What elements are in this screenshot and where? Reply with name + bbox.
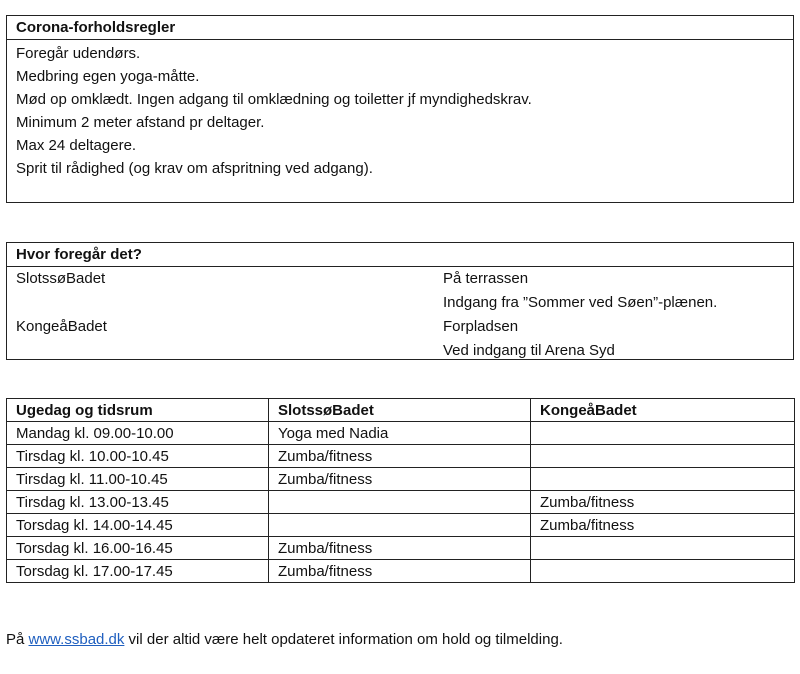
footer-note	[6, 631, 563, 648]
table-cell	[531, 445, 795, 468]
table-row	[7, 491, 795, 514]
table-row	[7, 560, 795, 583]
table-cell	[531, 468, 795, 491]
column-header: SlotssøBadet	[269, 399, 531, 422]
location-title: Hvor foregår det?	[7, 243, 793, 267]
table-row	[7, 468, 795, 491]
table-cell: Torsdag kl. 17.00-17.45	[7, 560, 269, 583]
table-cell: Tirsdag kl. 13.00-13.45	[7, 491, 269, 514]
table-cell: Zumba/fitness	[269, 445, 531, 468]
table-cell: Zumba/fitness	[269, 560, 531, 583]
table-cell: Zumba/fitness	[531, 491, 795, 514]
table-cell	[531, 537, 795, 560]
location-detail: På terrassen	[443, 270, 529, 287]
website-link[interactable]: www.ssbad.dk	[28, 631, 125, 648]
schedule-table	[6, 398, 795, 583]
table-row	[7, 445, 795, 468]
table-cell: Zumba/fitness	[269, 537, 531, 560]
location-row	[7, 315, 793, 339]
table-cell	[269, 491, 531, 514]
location-row	[7, 339, 793, 363]
table-cell	[269, 514, 531, 537]
corona-list	[7, 40, 793, 180]
table-cell: Yoga med Nadia	[269, 422, 531, 445]
table-cell	[531, 422, 795, 445]
corona-line: Mød op omklædt. Ingen adgang til omklædning og toiletter jf myndighedskrav.	[16, 91, 532, 108]
table-cell: Zumba/fitness	[531, 514, 795, 537]
location-row	[7, 291, 793, 315]
table-row	[7, 537, 795, 560]
corona-line: Foregår udendørs.	[16, 45, 141, 62]
footer-suffix: vil der altid være helt opdateret information om hold og tilmelding.	[124, 631, 563, 648]
table-cell: Zumba/fitness	[269, 468, 531, 491]
location-detail: Forpladsen	[443, 318, 519, 335]
corona-line: Minimum 2 meter afstand pr deltager.	[16, 114, 265, 131]
table-row	[7, 422, 795, 445]
corona-line: Max 24 deltagere.	[16, 137, 137, 154]
table-cell: Tirsdag kl. 11.00-10.45	[7, 468, 269, 491]
table-cell: Mandag kl. 09.00-10.00	[7, 422, 269, 445]
location-section	[6, 242, 794, 360]
location-place: KongeåBadet	[16, 318, 107, 335]
table-cell: Tirsdag kl. 10.00-10.45	[7, 445, 269, 468]
location-row	[7, 267, 793, 291]
table-cell: Torsdag kl. 14.00-14.45	[7, 514, 269, 537]
corona-title: Corona-forholdsregler	[7, 16, 793, 40]
corona-section	[6, 15, 794, 203]
table-cell	[531, 560, 795, 583]
column-header: KongeåBadet	[531, 399, 795, 422]
table-row	[7, 514, 795, 537]
column-header: Ugedag og tidsrum	[7, 399, 269, 422]
footer-prefix: På	[6, 631, 29, 648]
location-place: SlotssøBadet	[16, 270, 106, 287]
table-cell: Torsdag kl. 16.00-16.45	[7, 537, 269, 560]
corona-line: Medbring egen yoga-måtte.	[16, 68, 200, 85]
corona-line: Sprit til rådighed (og krav om afspritning ved adgang).	[16, 160, 373, 177]
location-detail: Ved indgang til Arena Syd	[443, 342, 615, 359]
location-detail: Indgang fra ”Sommer ved Søen”-plænen.	[443, 294, 718, 311]
table-header-row	[7, 399, 795, 422]
